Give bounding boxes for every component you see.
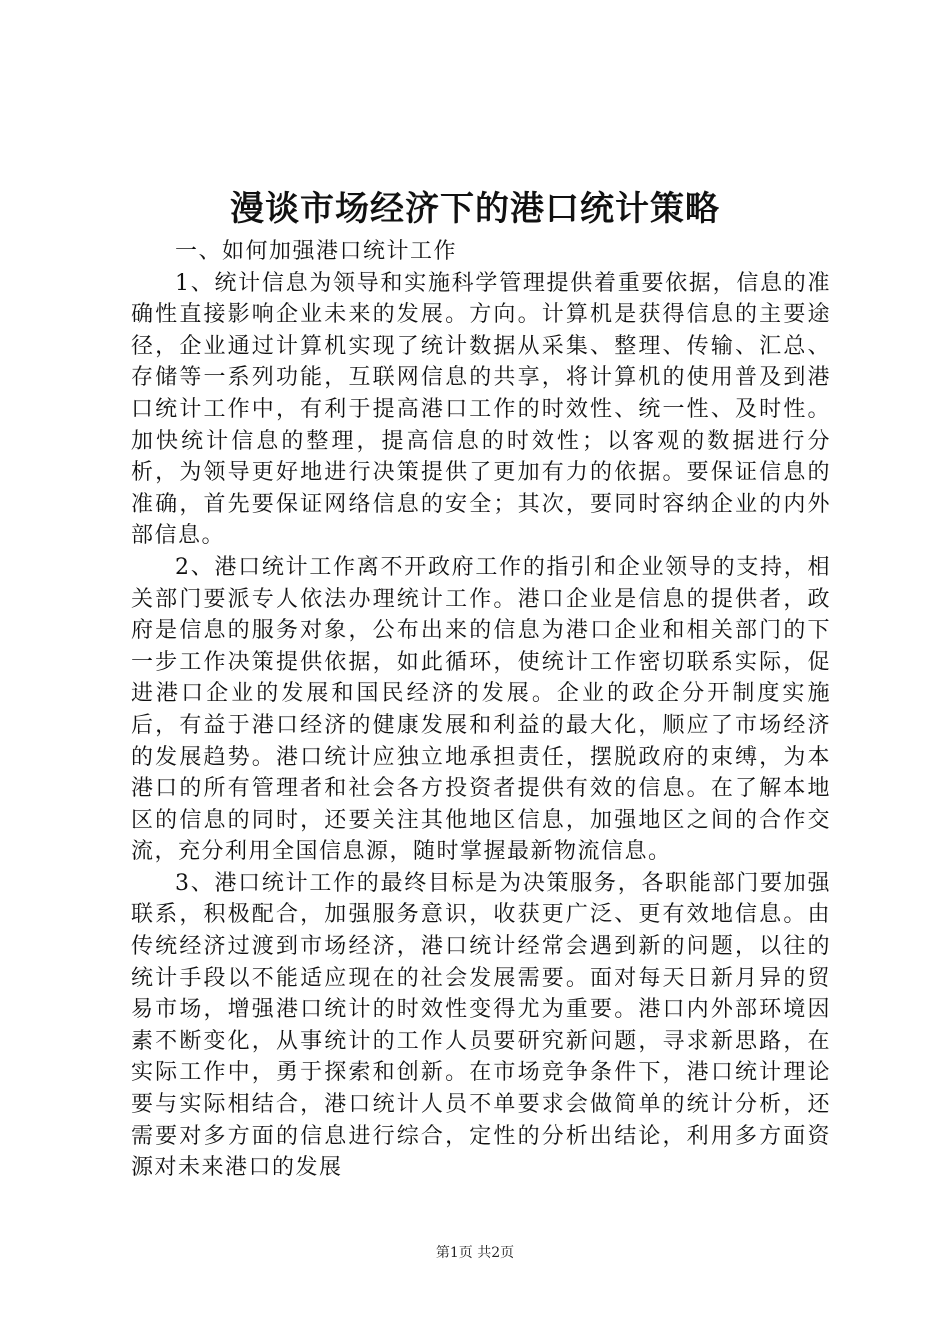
section-heading: 一、如何加强港口统计工作 [175,239,458,264]
paragraph-3: 3、港口统计工作的最终目标是为决策服务，各职能部门要加强联系，积极配合，加强服务意识，收获更广泛、更有效地信息。由传统经济过渡到市场经济，港口统计经常会遇到新的问题，以往的统计手段以不能适应现在的社会发展需要。面对每天日新月异的贸易市场，增强港口统计的时效性变得尤为重要。港口内外部环境因素不断变化，从事统计的工作人员要研究新问题，寻求新思路，在实际工作中，勇于探索和创新。在市场竞争条件下，港口统计理论要与实际相结合，港口统计人员不单要求会做简单的统计分析，还需要对多方面的信息进行综合，定性的分析出结论，利用多方面资源对未来港口的发展 [131,870,831,1181]
paragraph-2: 2、港口统计工作离不开政府工作的指引和企业领导的支持，相关部门要派专人依法办理统计工作。港口企业是信息的提供者，政府是信息的服务对象，公布出来的信息为港口企业和相关部门的下一步工作决策提供依据，如此循环，使统计工作密切联系实际，促进港口企业的发展和国民经济的发展。企业的政企分开制度实施后，有益于港口经济的健康发展和利益的最大化，顺应了市场经济的发展趋势。港口统计应独立地承担责任，摆脱政府的束缚，为本港口的所有管理者和社会各方投资者提供有效的信息。在了解本地区的信息的同时，还要关注其他地区信息，加强地区之间的合作交流，充分利用全国信息源，随时掌握最新物流信息。 [131,554,831,865]
paragraph-1: 1、统计信息为领导和实施科学管理提供着重要依据，信息的准确性直接影响企业未来的发展。方向。计算机是获得信息的主要途径，企业通过计算机实现了统计数据从采集、整理、传输、汇总、存储等一系列功能，互联网信息的共享，将计算机的使用普及到港口统计工作中，有利于提高港口工作的时效性、统一性、及时性。加快统计信息的整理，提高信息的时效性；以客观的数据进行分析，为领导更好地进行决策提供了更加有力的依据。要保证信息的准确，首先要保证网络信息的安全；其次，要同时容纳企业的内外部信息。 [131,270,831,549]
document-body [131,236,831,1184]
page-number-footer: 第1页 共2页 [435,1245,515,1261]
page-title: 漫谈市场经济下的港口统计策略 [230,189,720,229]
